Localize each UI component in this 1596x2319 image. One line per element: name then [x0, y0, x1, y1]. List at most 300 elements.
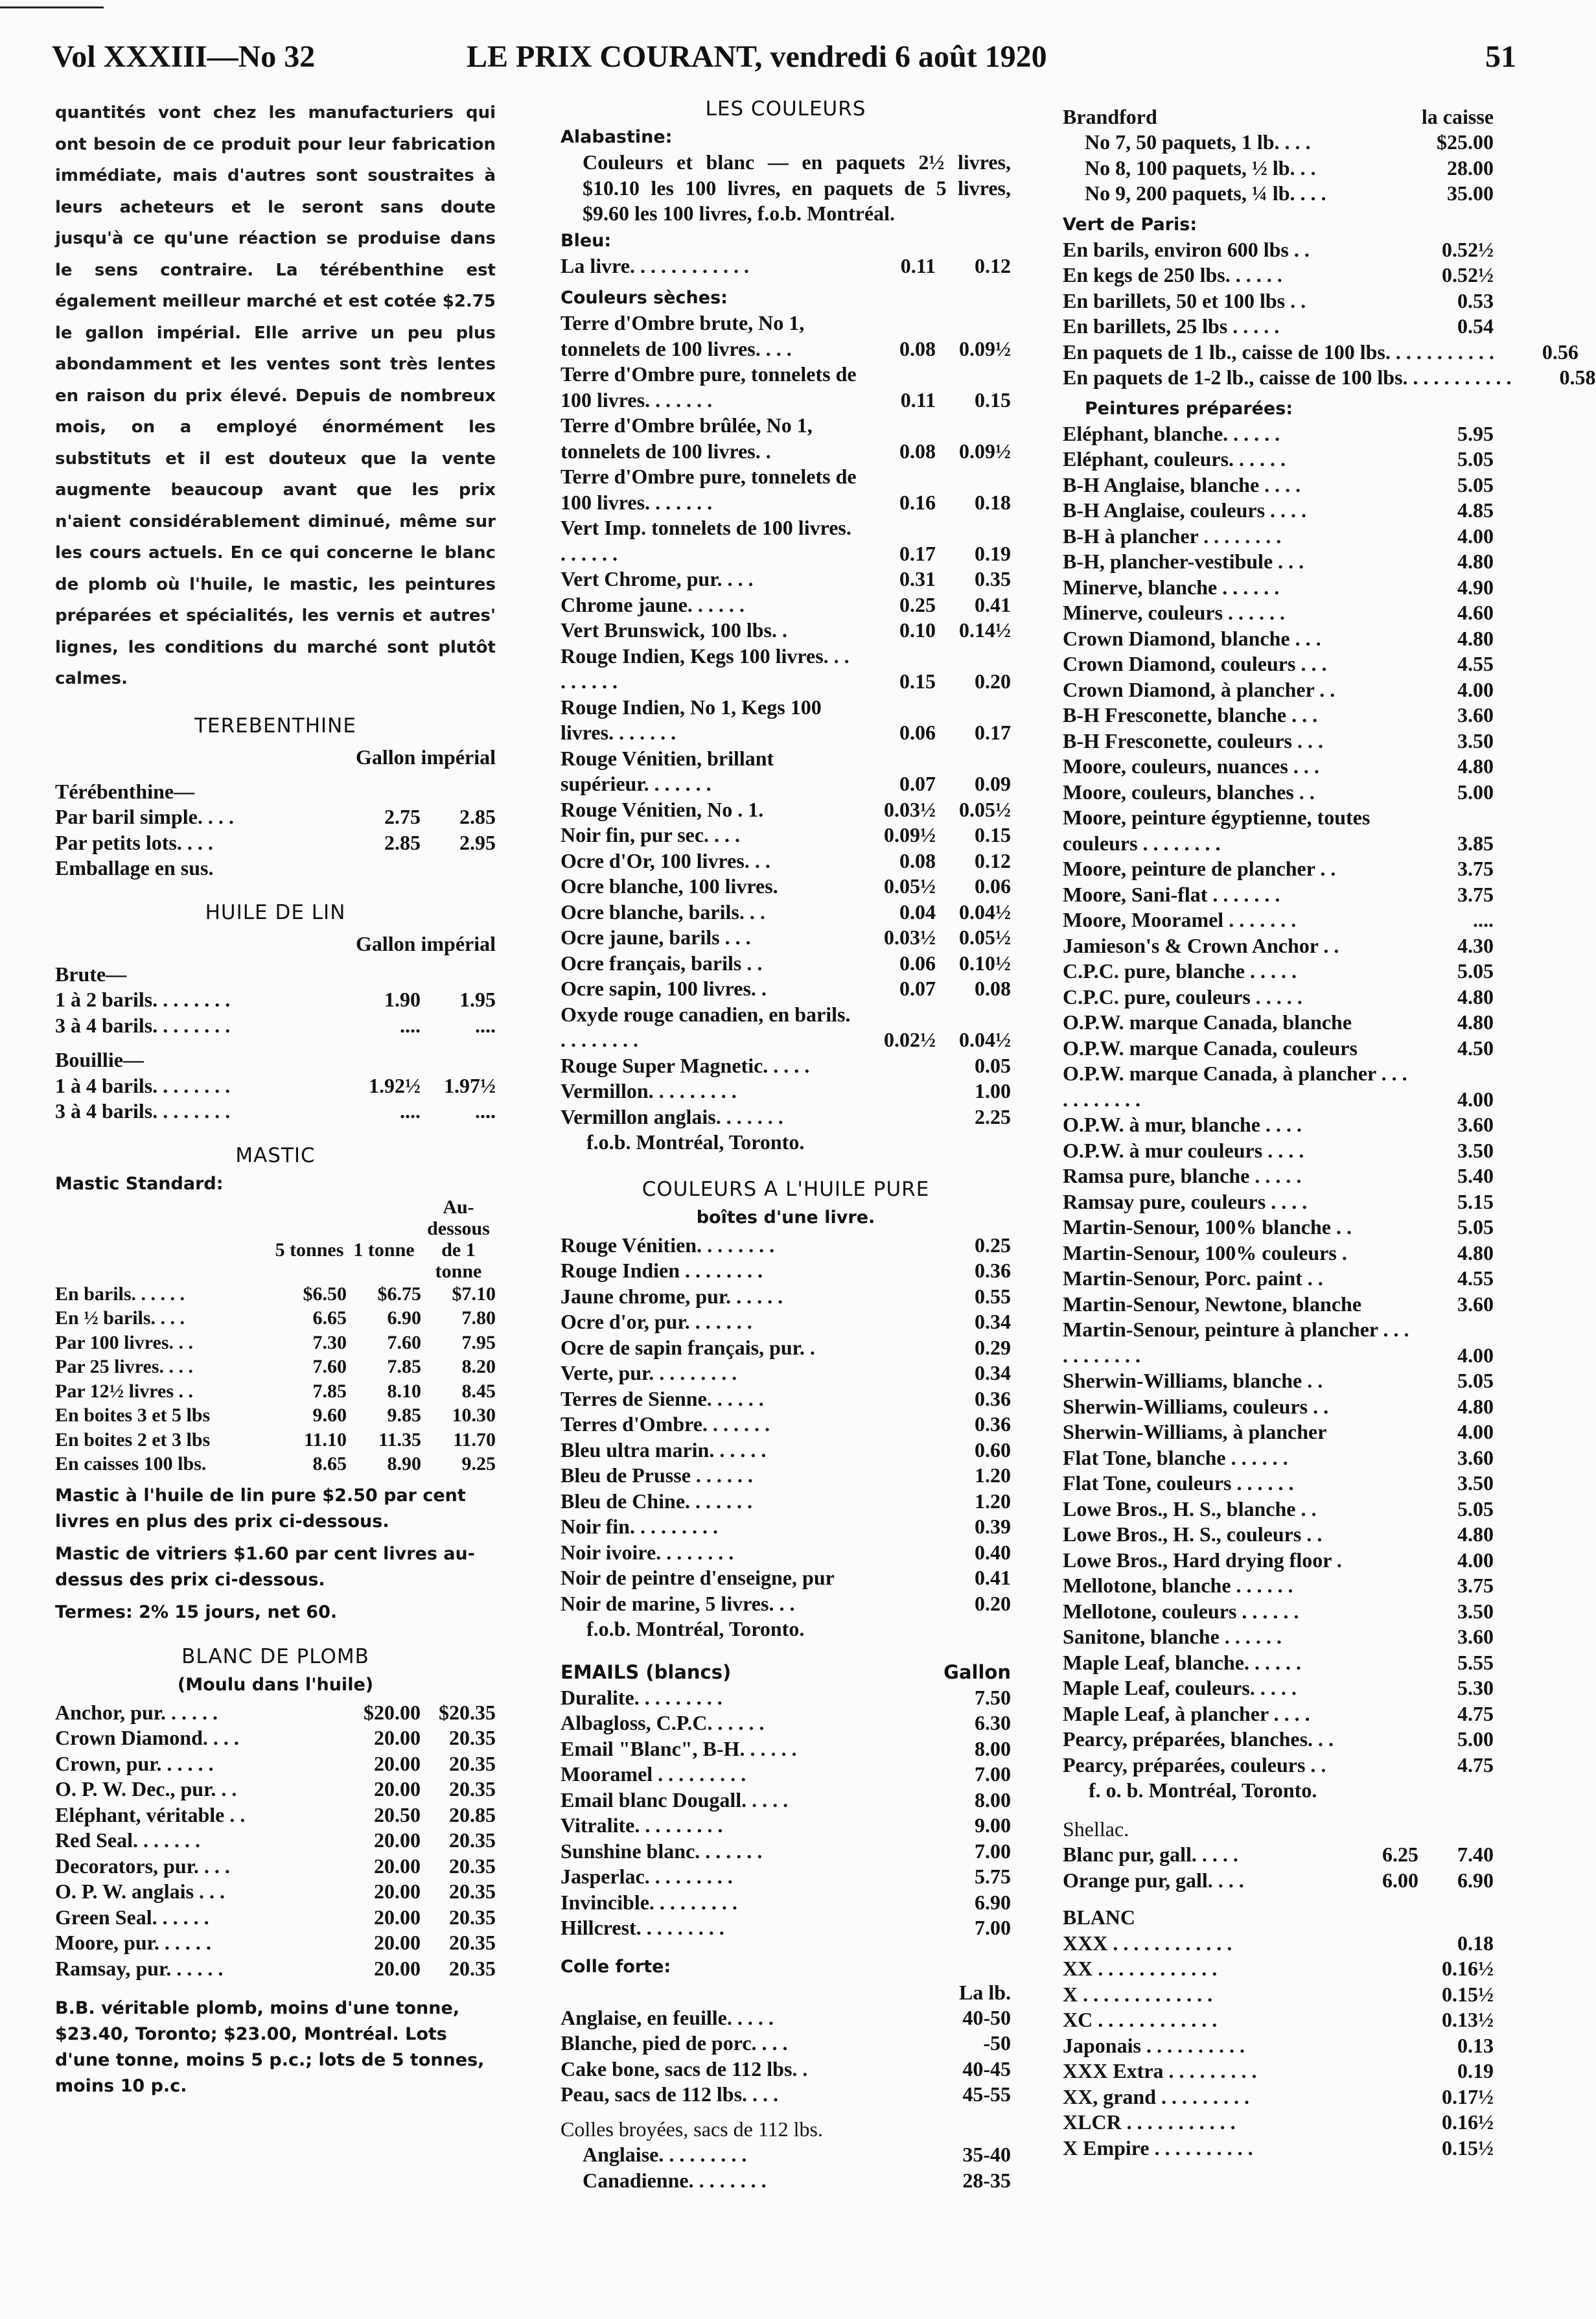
price-row [1063, 2110, 1494, 2136]
item-name: O.P.W. marque Canada, blanche [1063, 1010, 1352, 1034]
item-name: Crown Diamond, blanche . . . [1063, 626, 1321, 650]
price-value: 0.05 [975, 1053, 1011, 1077]
item-name: O. P. W. anglais . . . [55, 1880, 226, 1903]
price-value: 5.30 [1457, 1676, 1494, 1699]
price-value: 0.17 [975, 721, 1011, 744]
price-row [1063, 1394, 1494, 1420]
unit-label: Gallon impérial [356, 931, 496, 955]
price-row [561, 848, 1011, 874]
item-label: Alabastine: [561, 127, 673, 147]
price-row [55, 1099, 496, 1125]
item-name: C.P.C. pure, blanche . . . . . [1063, 959, 1297, 983]
price-value: 4.50 [1457, 1036, 1494, 1060]
price-row [1063, 156, 1494, 181]
item-name: En ½ barils. . . . [55, 1307, 185, 1329]
price-value: 7.00 [975, 1839, 1011, 1863]
price-value: 4.85 [1457, 498, 1494, 522]
price-value: 6.65 [312, 1307, 347, 1329]
price-value: 3.50 [1457, 728, 1494, 752]
item-name: Crown, pur. . . . . . [55, 1751, 214, 1775]
section-title-huile-de-lin: HUILE DE LIN [205, 900, 346, 924]
price-value: $25.00 [1437, 130, 1494, 154]
price-row [561, 1685, 1011, 1711]
price-value: 0.17½ [1442, 2084, 1494, 2108]
item-name: No 8, 100 paquets, ½ lb. . . [1085, 156, 1316, 180]
price-row [1063, 2058, 1494, 2084]
price-value: 2.85 [384, 830, 421, 854]
price-value: 0.36 [975, 1412, 1011, 1436]
price-row [55, 1355, 496, 1379]
price-value: 7.80 [461, 1307, 496, 1329]
price-value: 7.40 [1457, 1843, 1494, 1866]
item-name: XXX Extra . . . . . . . . . [1063, 2059, 1257, 2082]
price-row [1063, 600, 1494, 626]
price-row [55, 1700, 496, 1726]
fob-note: f.o.b. Montréal, Toronto. [586, 1130, 805, 1154]
price-row [1063, 1215, 1494, 1241]
terebenthine-rows [55, 804, 496, 856]
price-value: .... [400, 1099, 421, 1123]
item-label: Colle forte: [561, 1956, 671, 1977]
fob-note: f. o. b. Montréal, Toronto. [1089, 1778, 1317, 1802]
price-value: 0.53 [1457, 288, 1494, 312]
item-name: XC . . . . . . . . . . . . [1063, 2008, 1218, 2031]
column-1 [55, 97, 496, 2106]
price-value: 0.56 [1542, 340, 1579, 364]
item-name: Duralite. . . . . . . . . [561, 1685, 723, 1709]
price-row [561, 1309, 1011, 1335]
price-row [561, 1710, 1011, 1736]
price-value: 0.41 [975, 1566, 1011, 1589]
price-value: $20.00 [364, 1700, 421, 1724]
item-label: Vert de Paris: [1063, 214, 1197, 235]
unit-label: La lb. [958, 1980, 1011, 2004]
price-value: 0.20 [975, 670, 1011, 693]
item-name: Moore, couleurs, nuances . . . [1063, 754, 1319, 778]
price-row [561, 1540, 1011, 1566]
price-row [55, 1403, 496, 1428]
price-value: 5.05 [1457, 959, 1494, 983]
price-value: 9.85 [387, 1404, 421, 1426]
price-value: 3.60 [1457, 703, 1494, 727]
item-name: Crown Diamond, couleurs . . . [1063, 652, 1327, 675]
item-name: Cake bone, sacs de 112 lbs. . [561, 2057, 808, 2080]
price-value: 4.90 [1457, 575, 1494, 599]
item-name: Vert Imp. tonnelets de 100 livres. . . . . . . [561, 516, 851, 565]
item-name: Rouge Super Magnetic. . . . . [561, 1053, 810, 1077]
item-name: 1 à 2 barils. . . . . . . . [55, 988, 231, 1011]
price-row [561, 2142, 1011, 2168]
price-value: 20.35 [449, 1854, 496, 1878]
price-row [561, 1736, 1011, 1762]
price-row [1063, 1701, 1494, 1727]
mastic-rows [55, 1282, 496, 1476]
item-label: Couleurs sèches: [561, 288, 728, 308]
price-value: 1.95 [459, 988, 496, 1011]
price-value: 0.06 [975, 874, 1011, 898]
price-row [55, 804, 496, 830]
price-value: 20.00 [374, 1931, 421, 1954]
item-name: Rouge Vénitien. . . . . . . . [561, 1233, 775, 1257]
item-name: Rouge Indien . . . . . . . . [561, 1259, 763, 1282]
price-value: .... [400, 1013, 421, 1037]
item-name: 3 à 4 barils. . . . . . . . [55, 1013, 231, 1037]
price-value: 0.08 [899, 439, 936, 463]
price-value: 1.97½ [444, 1073, 496, 1097]
price-row [1063, 907, 1494, 933]
price-value: 7.00 [975, 1916, 1011, 1939]
price-row [1063, 959, 1494, 985]
item-label: Mastic Standard: [55, 1173, 224, 1194]
price-row [561, 1335, 1011, 1361]
price-value: 0.08 [975, 977, 1011, 1000]
item-label: Brandford [1063, 105, 1157, 128]
price-value: 3.60 [1457, 1445, 1494, 1469]
price-row [561, 1813, 1011, 1839]
price-value: 28.00 [1447, 156, 1494, 180]
price-value: 0.09 [975, 772, 1011, 795]
price-value: 2.75 [384, 805, 421, 828]
price-row [561, 1514, 1011, 1540]
item-name: O.P.W. à mur couleurs . . . . [1063, 1138, 1304, 1162]
price-value: 11.70 [453, 1428, 496, 1451]
publication-title: LE PRIX COURANT, vendredi 6 août 1920 [467, 40, 1047, 74]
price-row [1063, 1163, 1494, 1189]
price-value: 0.10 [899, 618, 936, 642]
item-name: Ocre de sapin français, pur. . [561, 1335, 815, 1359]
item-name: Email blanc Dougall. . . . . [561, 1788, 789, 1812]
item-name: XX, grand . . . . . . . . . [1063, 2084, 1250, 2108]
price-row [561, 413, 1011, 464]
item-name: Anglaise, en feuille. . . . . [561, 2005, 774, 2029]
item-name: Terres de Sienne. . . . . . [561, 1386, 764, 1410]
item-name: Rouge Indien, No 1, Kegs 100 livres. . . . . . . [561, 695, 822, 744]
price-value: 8.45 [461, 1380, 496, 1402]
price-value: 1.20 [975, 1489, 1011, 1513]
price-row [1063, 237, 1494, 263]
price-row [1063, 130, 1494, 156]
price-value: 0.15 [899, 670, 936, 693]
price-value: 3.50 [1457, 1599, 1494, 1623]
price-value: 8.00 [975, 1736, 1011, 1760]
unit-label: la caisse [1421, 105, 1494, 128]
item-name: Bleu de Chine. . . . . . . [561, 1489, 753, 1513]
section-title-blanc-de-plomb: BLANC DE PLOMB [181, 1644, 369, 1668]
item-name: Moore, couleurs, blanches . . [1063, 780, 1315, 804]
note: Mastic de vitriers $1.60 par cent livres au-dessus des prix ci-dessous. [55, 1543, 475, 1590]
price-value: 0.34 [975, 1361, 1011, 1384]
price-value: 5.40 [1457, 1164, 1494, 1187]
price-value: 4.80 [1457, 1241, 1494, 1264]
item-name: Sherwin-Williams, blanche . . [1063, 1369, 1323, 1392]
item-label: Colles broyées, sacs de 112 lbs. [561, 2117, 823, 2141]
item-name: Noir fin, pur sec. . . . [561, 823, 741, 846]
note: Termes: 2% 15 jours, net 60. [55, 1602, 338, 1622]
price-value: 0.06 [899, 721, 936, 744]
price-value: 5.15 [1457, 1189, 1494, 1213]
item-name: Canadienne. . . . . . . . [583, 2168, 767, 2192]
price-row [1063, 2084, 1494, 2110]
item-name: Flat Tone, couleurs . . . . . . [1063, 1471, 1294, 1495]
item-name: Martin-Senour, 100% couleurs . [1063, 1241, 1347, 1264]
price-row [55, 1725, 496, 1751]
item-label: BLANC [1063, 1905, 1136, 1929]
price-value: 4.00 [1457, 1343, 1494, 1367]
price-value: 1.90 [384, 988, 421, 1011]
price-value: 0.09½ [959, 439, 1011, 463]
price-value: 4.60 [1457, 601, 1494, 624]
item-name: En paquets de 1-2 lb., caisse de 100 lbs. . . . . . . . . . . [1063, 366, 1512, 389]
item-name: Rouge Vénitien, brillant supérieur. . . . . . . [561, 746, 774, 795]
price-value: 3.60 [1457, 1113, 1494, 1136]
price-value: 8.20 [461, 1356, 496, 1377]
price-row [1063, 1624, 1494, 1650]
price-row [561, 362, 1011, 413]
price-value: 20.35 [449, 1828, 496, 1852]
price-row [561, 1864, 1011, 1890]
item-name: Moore, Mooramel . . . . . . . [1063, 908, 1297, 931]
price-value: 8.90 [387, 1453, 421, 1474]
unit-label: Gallon impérial [356, 745, 496, 769]
price-value: 0.16½ [1442, 1957, 1494, 1980]
item-name: Mooramel . . . . . . . . . [561, 1762, 746, 1786]
price-row [561, 2005, 1011, 2031]
price-row [1063, 447, 1494, 472]
item-name: XXX . . . . . . . . . . . . [1063, 1931, 1232, 1955]
item-name: Ocre jaune, barils . . . [561, 926, 751, 949]
price-value: 0.11 [900, 388, 936, 412]
column-3 [1063, 104, 1596, 2161]
price-row [1063, 1650, 1494, 1676]
price-row [561, 1002, 1011, 1053]
item-name: Martin-Senour, 100% blanche . . [1063, 1215, 1352, 1239]
price-row [55, 1930, 496, 1956]
price-value: 2.85 [459, 805, 496, 828]
price-value: 4.75 [1457, 1701, 1494, 1725]
page-header [52, 39, 1516, 84]
price-value: 7.00 [975, 1762, 1011, 1786]
item-name: Moore, Sani-flat . . . . . . . [1063, 882, 1280, 906]
price-row [55, 1331, 496, 1355]
price-value: 40-50 [962, 2005, 1011, 2029]
price-row [1063, 1497, 1494, 1522]
item-name: Martin-Senour, Newtone, blanche [1063, 1292, 1362, 1316]
price-value: 35.00 [1447, 181, 1494, 205]
price-row [55, 830, 496, 856]
price-value: 20.00 [374, 1751, 421, 1775]
price-value: 0.08 [899, 848, 936, 872]
item-name: 3 à 4 barils. . . . . . . . [55, 1099, 231, 1123]
price-value: 0.15 [975, 823, 1011, 846]
note: Emballage en sus. [55, 856, 214, 880]
price-row [1063, 1573, 1494, 1599]
item-name: Jamieson's & Crown Anchor . . [1063, 933, 1339, 957]
mastic-head [55, 1239, 496, 1282]
price-value: 3.50 [1457, 1138, 1494, 1162]
price-value: 0.05½ [959, 797, 1011, 821]
price-value: 0.13 [1457, 2033, 1494, 2057]
item-name: En barillets, 50 et 100 lbs . . [1063, 288, 1306, 312]
price-value: 8.10 [387, 1380, 421, 1402]
price-value: 20.00 [374, 1777, 421, 1800]
price-row [1063, 1241, 1494, 1266]
price-value: 3.75 [1457, 857, 1494, 880]
price-value: 4.80 [1457, 626, 1494, 650]
item-name: Martin-Senour, peinture à plancher . . . . . . . . . . . [1063, 1318, 1409, 1367]
price-value: 0.09½ [884, 823, 936, 846]
price-value: 20.85 [449, 1802, 496, 1826]
price-value: 9.60 [312, 1404, 347, 1426]
price-value: 0.05½ [884, 874, 936, 898]
page-number: 51 [1485, 40, 1516, 74]
huile-bouillie-rows [55, 1073, 496, 1125]
price-row [561, 2031, 1011, 2057]
price-value: .... [1473, 908, 1494, 931]
price-value: 20.35 [449, 1751, 496, 1775]
item-name: Albagloss, C.P.C. . . . . . [561, 1711, 765, 1734]
price-row [561, 2057, 1011, 2082]
item-name: Sherwin-Williams, à plancher [1063, 1420, 1327, 1443]
price-row [1063, 2136, 1494, 2162]
price-row [561, 1591, 1011, 1617]
item-name: Moore, peinture égyptienne, toutes couleurs . . . . . . . . [1063, 806, 1370, 855]
price-value: 6.90 [975, 1890, 1011, 1914]
price-row [1063, 365, 1596, 391]
price-value: 0.55 [975, 1284, 1011, 1308]
unit-label: Gallon [943, 1661, 1011, 1683]
price-value: 28-35 [962, 2168, 1011, 2192]
item-label: Térébenthine— [55, 779, 195, 803]
item-name: Sherwin-Williams, couleurs . . [1063, 1394, 1329, 1418]
price-row [1063, 421, 1494, 447]
item-name: Sunshine blanc. . . . . . . [561, 1839, 763, 1863]
price-value: -50 [983, 2031, 1011, 2055]
item-name: Noir de marine, 5 livres. . . [561, 1591, 795, 1615]
price-value: 6.90 [387, 1307, 421, 1329]
column-header: de 1 tonne [435, 1239, 482, 1282]
price-value: $7.10 [452, 1283, 496, 1305]
price-row [1063, 1727, 1494, 1753]
price-value: 0.04½ [959, 900, 1011, 924]
price-row [1063, 728, 1494, 754]
price-row [561, 746, 1011, 797]
price-value: 0.15 [975, 388, 1011, 412]
price-value: 20.00 [374, 1854, 421, 1878]
price-row [561, 1412, 1011, 1438]
item-name: Sanitone, blanche . . . . . . [1063, 1625, 1282, 1648]
vert-paris-rows [1063, 237, 1596, 391]
price-value: 4.55 [1457, 1266, 1494, 1290]
price-row [1063, 754, 1494, 780]
item-name: Maple Leaf, couleurs. . . . . [1063, 1676, 1297, 1699]
item-name: Mellotone, blanche . . . . . . [1063, 1574, 1293, 1597]
column-header: Au-dessous [427, 1196, 490, 1239]
item-name: Terre d'Ombre brute, No 1, tonnelets de 100 livres. . . . [561, 311, 805, 360]
item-name: Crown Diamond. . . . [55, 1726, 239, 1749]
price-row [1063, 882, 1494, 908]
section-title-couleurs-huile: COULEURS A L'HUILE PURE [642, 1177, 930, 1201]
item-name: Vitralite. . . . . . . . . [561, 1813, 723, 1837]
item-name: Vert Brunswick, 100 lbs. . [561, 618, 787, 642]
price-row [1063, 1753, 1494, 1778]
price-row [1063, 524, 1494, 550]
item-name: Anglaise. . . . . . . . . [583, 2143, 747, 2166]
item-name: Crown Diamond, à plancher . . [1063, 677, 1336, 701]
price-row [1063, 1548, 1494, 1574]
item-name: Maple Leaf, blanche. . . . . . [1063, 1650, 1301, 1674]
price-row [1063, 2007, 1494, 2033]
item-name: Terre d'Ombre pure, tonnelets de 100 livres. . . . . . . [561, 465, 857, 514]
price-row [1063, 1317, 1494, 1368]
item-name: Anchor, pur. . . . . . [55, 1700, 218, 1724]
price-row [561, 797, 1011, 823]
price-value: 0.09½ [959, 336, 1011, 360]
item-name: Par 25 livres. . . . [55, 1356, 194, 1377]
price-row [561, 618, 1011, 644]
price-value: 0.34 [975, 1310, 1011, 1333]
price-value: 4.80 [1457, 754, 1494, 778]
item-name: Invincible. . . . . . . . . [561, 1890, 737, 1914]
price-row [55, 1452, 496, 1476]
price-value: 20.35 [449, 1880, 496, 1903]
price-value: 5.05 [1457, 472, 1494, 496]
price-row [1063, 1931, 1494, 1957]
item-label: Brute— [55, 962, 127, 986]
item-name: B-H, plancher-vestibule . . . [1063, 550, 1304, 573]
price-row [1063, 1599, 1494, 1625]
price-row [1063, 314, 1494, 340]
price-row [561, 566, 1011, 592]
item-label: Peintures préparées: [1085, 398, 1293, 419]
price-row [561, 1438, 1011, 1463]
price-value: 0.15½ [1442, 2136, 1494, 2160]
price-row [561, 1489, 1011, 1515]
price-value: 0.04 [899, 900, 936, 924]
price-value: 4.55 [1457, 652, 1494, 675]
price-value: 2.95 [459, 830, 496, 854]
price-row [1063, 1036, 1494, 1062]
price-value: 6.25 [1382, 1843, 1418, 1866]
section-subtitle: (Moulu dans l'huile) [177, 1674, 374, 1695]
price-value: 4.80 [1457, 550, 1494, 573]
price-row [1063, 626, 1494, 652]
price-row [561, 1788, 1011, 1813]
price-row [55, 1854, 496, 1880]
item-name: En caisses 100 lbs. [55, 1453, 207, 1474]
note: Mastic à l'huile de lin pure $2.50 par cent livres en plus des prix ci-dessous. [55, 1485, 466, 1532]
item-name: Par 12½ livres . . [55, 1380, 194, 1402]
price-row [1063, 856, 1494, 882]
price-row [1063, 985, 1494, 1010]
item-name: En barils. . . . . . [55, 1283, 185, 1305]
price-row [1063, 1445, 1494, 1471]
price-value: 7.60 [312, 1356, 347, 1377]
price-value: 0.52½ [1442, 263, 1494, 286]
item-name: Pearcy, préparées, blanches. . . [1063, 1727, 1334, 1751]
item-name: Ramsay pure, couleurs . . . . [1063, 1189, 1308, 1213]
price-value: 0.40 [975, 1540, 1011, 1564]
price-row [561, 1360, 1011, 1386]
price-row [1063, 498, 1494, 524]
price-row [561, 1890, 1011, 1916]
item-name: Blanche, pied de porc. . . . [561, 2031, 788, 2055]
price-value: 0.29 [975, 1335, 1011, 1359]
price-value: 0.54 [1457, 314, 1494, 338]
price-row [1063, 1419, 1494, 1445]
price-row [55, 1905, 496, 1931]
item-name: B-H Anglaise, blanche . . . . [1063, 472, 1301, 496]
item-name: Lowe Bros., Hard drying floor . [1063, 1548, 1342, 1572]
